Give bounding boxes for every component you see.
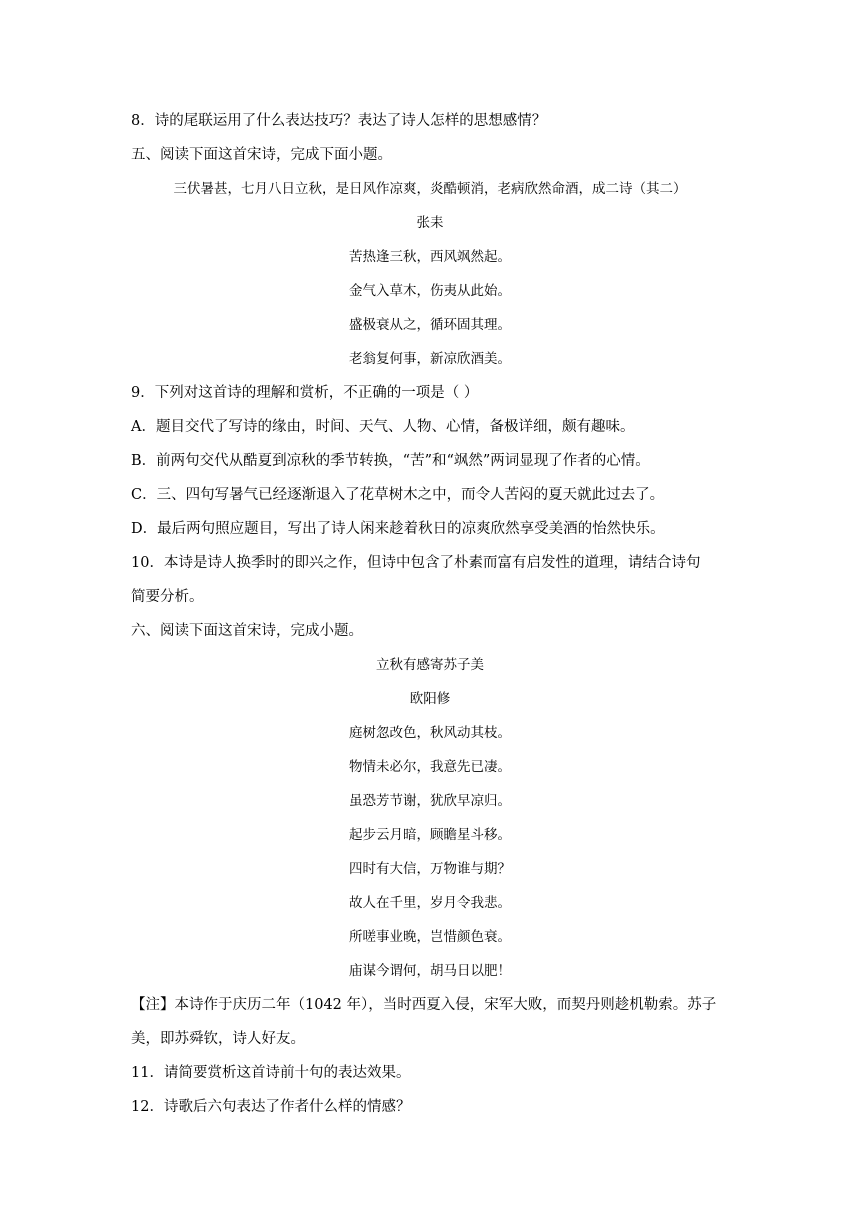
section-6-heading: 六、阅读下面这首宋诗，完成小题。 (131, 623, 363, 639)
poem-1-line: 老翁复何事，新凉欣酒美。 (349, 351, 511, 367)
poem-2-line: 虽恐芳节谢，犹欣早凉归。 (349, 793, 511, 809)
question-9-option-c: C．三、四句写暑气已经逐渐退入了花草树木之中，而令人苦闷的夏天就此过去了。 (131, 487, 665, 503)
poem-1-title: 三伏暑甚，七月八日立秋，是日风作凉爽，炎酷顿消，老病欣然命酒，成二诗（其二） (173, 181, 687, 197)
note-line-1: 【注】本诗作于庆历二年（1042 年），当时西夏入侵，宋军大败，而契丹则趁机勒索。苏子 (131, 997, 717, 1013)
poem-2-line: 庭树忽改色，秋风动其枝。 (349, 725, 511, 741)
poem-1-line: 苦热逢三秋，西风飒然起。 (349, 249, 511, 265)
question-9-stem: 9．下列对这首诗的理解和赏析，不正确的一项是（ ） (131, 385, 479, 401)
question-8: 8．诗的尾联运用了什么表达技巧？表达了诗人怎样的思想感情？ (131, 113, 547, 129)
poem-1-line: 金气入草木，伤夷从此始。 (349, 283, 511, 299)
question-9-option-b: B．前两句交代从酷夏到凉秋的季节转换，“苦”和“飒然”两词显现了作者的心情。 (131, 453, 650, 469)
poem-2-line: 故人在千里，岁月令我悲。 (349, 895, 511, 911)
poem-1-line: 盛极衰从之，循环固其理。 (349, 317, 511, 333)
poem-2-line: 起步云月暗，顾瞻星斗移。 (349, 827, 511, 843)
question-10-line-1: 10．本诗是诗人换季时的即兴之作，但诗中包含了朴素而富有启发性的道理，请结合诗句 (131, 555, 701, 571)
question-9-option-d: D．最后两句照应题目，写出了诗人闲来趁着秋日的凉爽欣然享受美酒的怡然快乐。 (131, 521, 665, 537)
question-12: 12．诗歌后六句表达了作者什么样的情感？ (131, 1099, 411, 1115)
poem-2-line: 四时有大信，万物谁与期？ (349, 861, 511, 877)
question-9-option-a: A．题目交代了写诗的缘由，时间、天气、人物、心情，备极详细，颇有趣味。 (131, 419, 635, 435)
poem-1-author: 张耒 (416, 215, 444, 231)
question-10-line-2: 简要分析。 (131, 589, 204, 605)
section-5-heading: 五、阅读下面这首宋诗，完成下面小题。 (131, 147, 392, 163)
poem-2-line: 庙谋今谓何，胡马日以肥！ (349, 963, 511, 979)
poem-2-title: 立秋有感寄苏子美 (376, 657, 484, 673)
poem-2-line: 所嗟事业晚，岂惜颜色衰。 (349, 929, 511, 945)
question-11: 11．请简要赏析这首诗前十句的表达效果。 (131, 1065, 411, 1081)
note-line-2: 美，即苏舜钦，诗人好友。 (131, 1031, 305, 1047)
poem-2-author: 欧阳修 (409, 691, 451, 707)
poem-2-line: 物情未必尔，我意先已凄。 (349, 759, 511, 775)
